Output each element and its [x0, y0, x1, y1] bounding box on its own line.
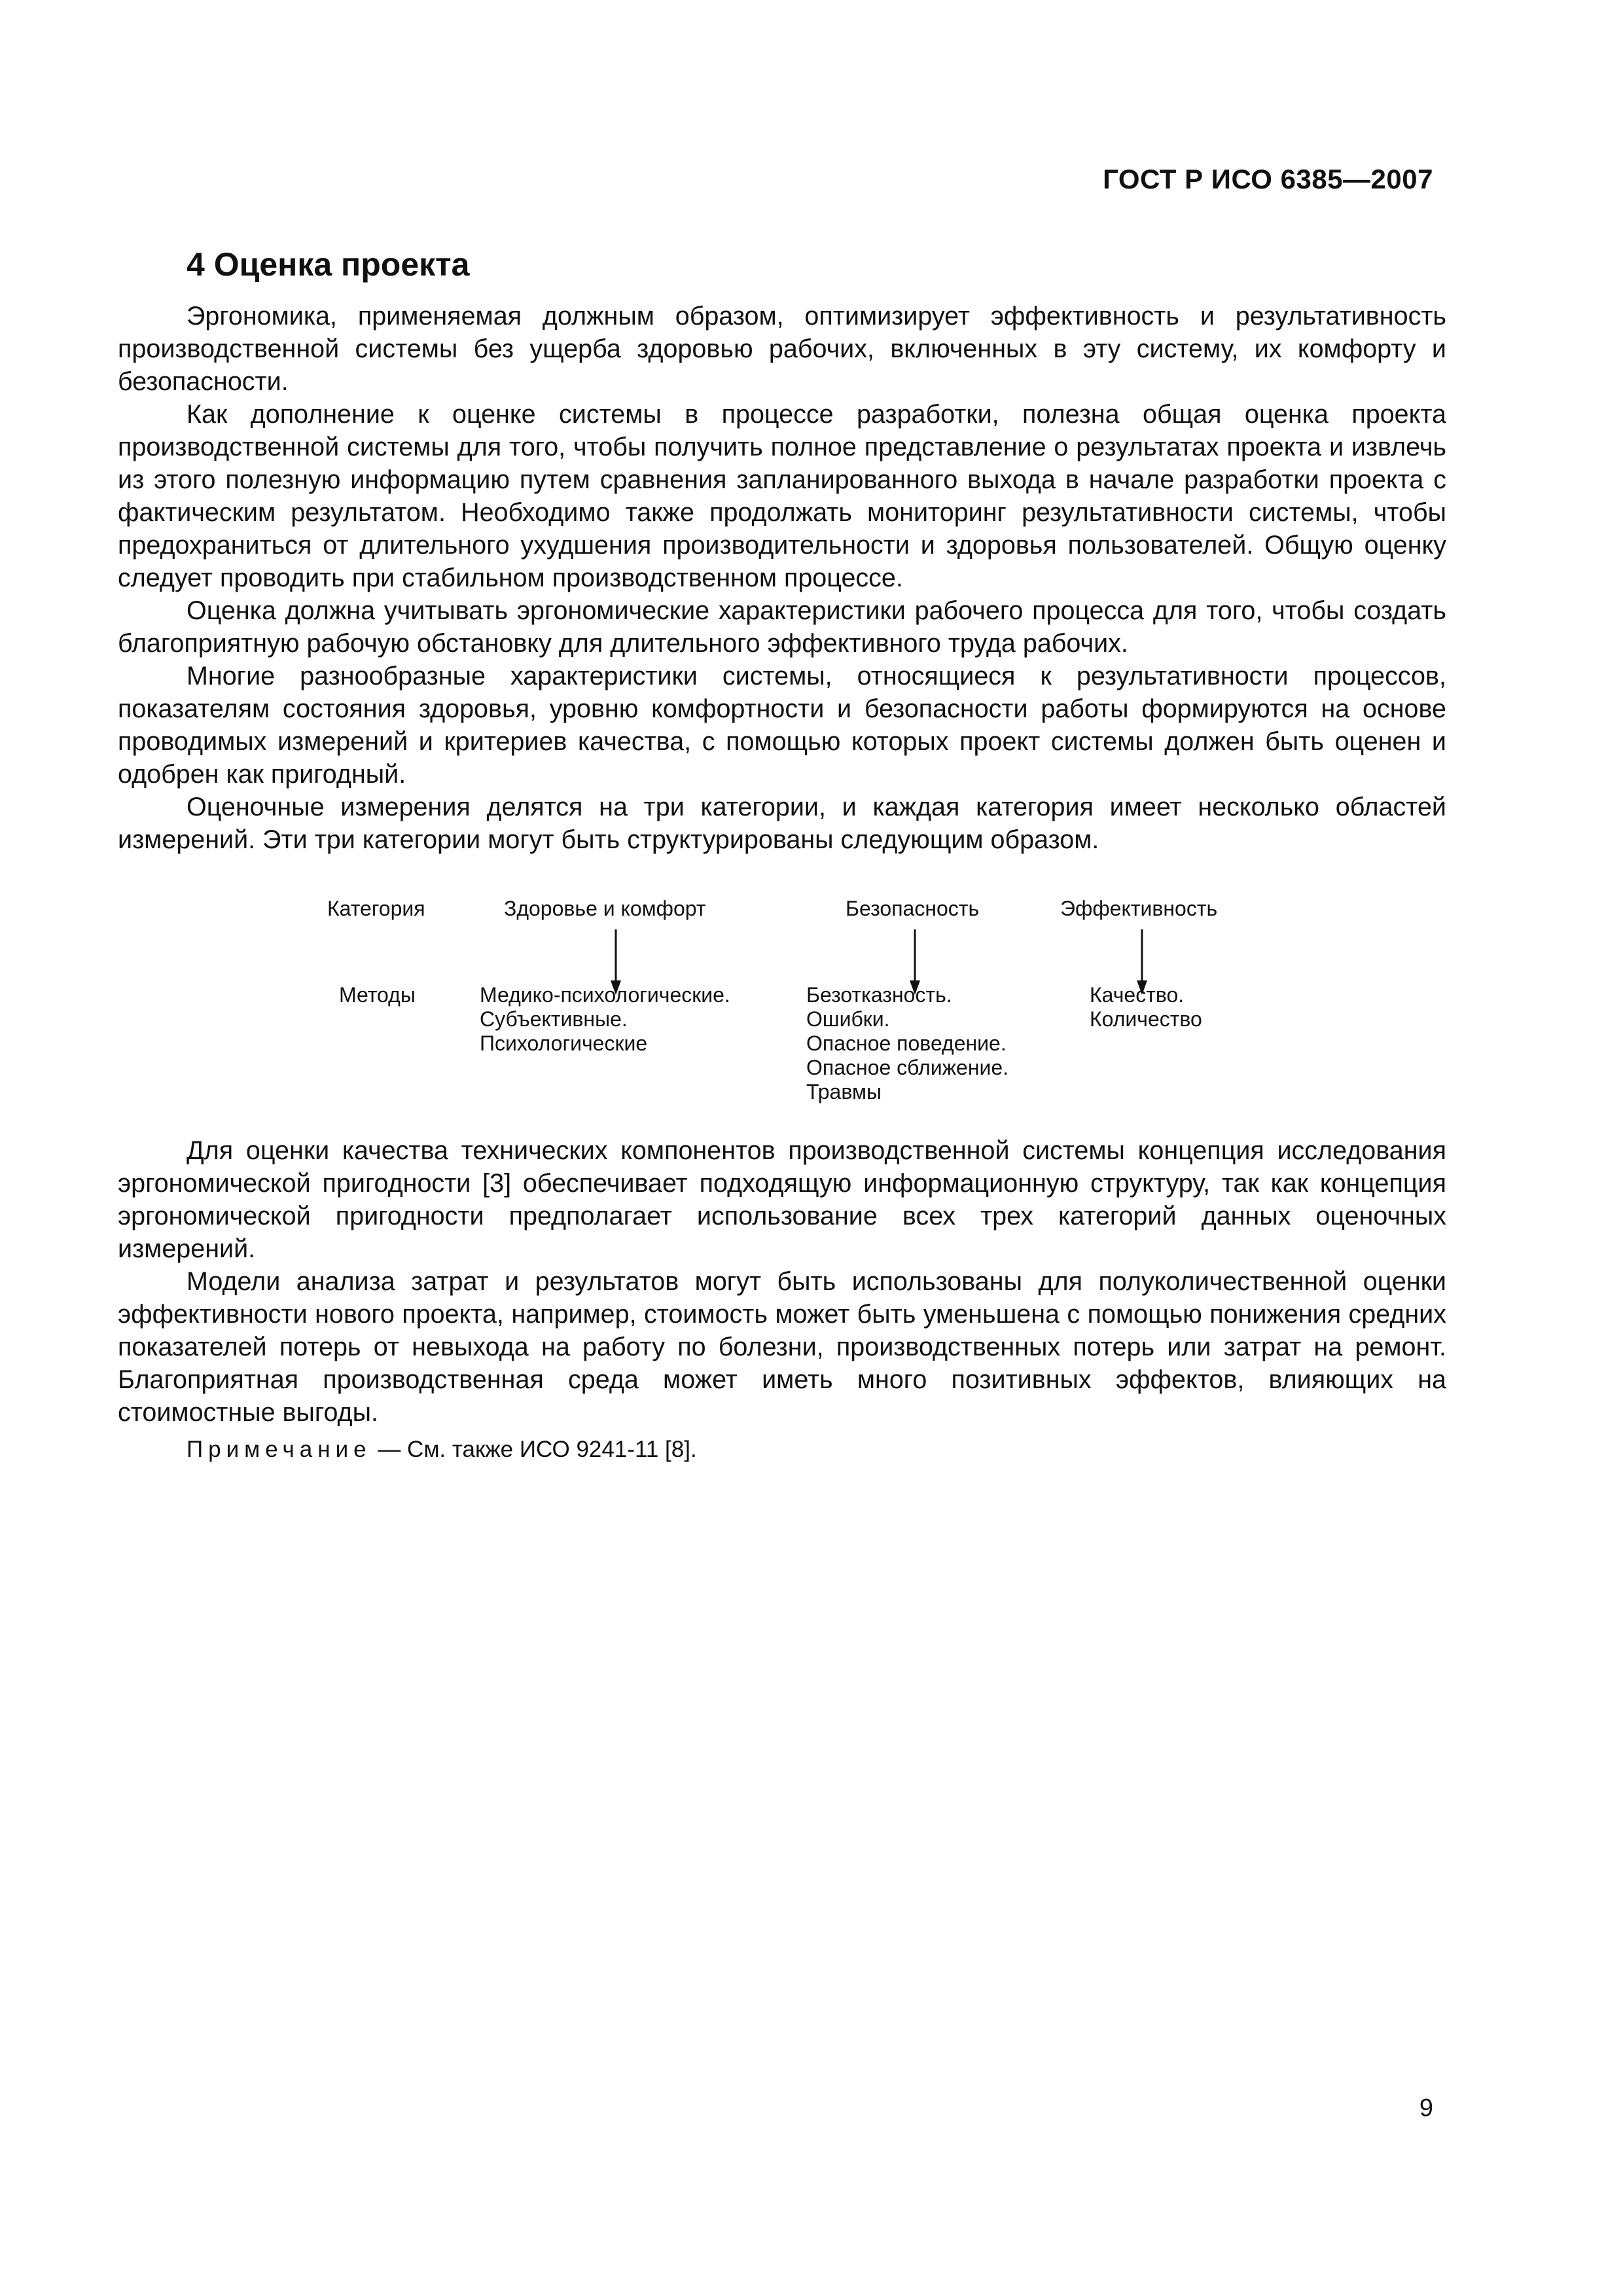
- body-text-after-diagram: [118, 1134, 1446, 1429]
- paragraph: Эргономика, применяемая должным образом, оптимизирует эффективность и результативность производственной системы без ущерба здоровью рабочих, включенных в эту систему, их комфорту и безопасности.: [118, 302, 1446, 396]
- methods-safety: [806, 983, 1008, 1104]
- paragraph: Оценка должна учитывать эргономические характеристики рабочего процесса для того, чтобы создать благоприятную рабочую обстановку для длительного эффективного труда рабочих.: [118, 596, 1446, 658]
- method-item: Опасное сближение.: [806, 1056, 1009, 1079]
- method-item: Опасное поведение.: [806, 1031, 1007, 1055]
- method-item: Медико-психологические.: [480, 983, 730, 1007]
- method-item: Психологические: [480, 1031, 648, 1055]
- methods-efficiency: [1090, 983, 1202, 1031]
- note-label: Примечание: [187, 1437, 372, 1462]
- row-label-methods: Методы: [339, 983, 416, 1007]
- method-item: Количество: [1090, 1007, 1202, 1031]
- paragraph: Многие разнообразные характеристики системы, относящиеся к результативности процессов, показателям состояния здоровья, уровню комфортности и безопасности работы формируются на основе проводимых измерений и критериев качества, с помощью которых проект системы должен быть оценен и одобрен как пригодный.: [118, 662, 1446, 789]
- page-number: 9: [1419, 2094, 1433, 2122]
- note: [187, 1437, 697, 1463]
- section-title: 4 Оценка проекта: [187, 246, 470, 283]
- method-item: Качество.: [1090, 983, 1185, 1007]
- body-text-before-diagram: [118, 300, 1446, 856]
- paragraph: Как дополнение к оценке системы в процессе разработки, полезна общая оценка проекта производственной системы для того, чтобы получить полное представление о результатах проекта и извлечь из этого полезную информацию путем сравнения запланированного выхода в начале разработки проекта с фактическим результатом. Необходимо также продолжать мониторинг результативности системы, чтобы предохраниться от длительного ухудшения производительности и здоровья пользователей. Общую оценку следует проводить при стабильном производственном процессе.: [118, 400, 1446, 592]
- paragraph: Для оценки качества технических компонентов производственной системы концепция исследования эргономической пригодности [3] обеспечивает подходящую информационную структуру, так как концепция эргономической пригодности предполагает использование всех трех категорий данных оценочных измерений.: [118, 1136, 1446, 1263]
- category-health-comfort: Здоровье и комфорт: [504, 897, 706, 920]
- method-item: Субъективные.: [480, 1007, 628, 1031]
- category-efficiency: Эффективность: [1060, 897, 1218, 920]
- method-item: Безотказность.: [806, 983, 952, 1007]
- note-text: — См. также ИСО 9241-11 [8].: [378, 1437, 697, 1462]
- paragraph: Модели анализа затрат и результатов могут быть использованы для полуколичественной оценки эффективности нового проекта, например, стоимость может быть уменьшена с помощью понижения средних показателей потерь от невыхода на работу по болезни, производственных потерь или затрат на ремонт. Благоприятная производственная среда может иметь много позитивных эффектов, влияющих на стоимостные выгоды.: [118, 1267, 1446, 1427]
- evaluation-categories-diagram: [118, 897, 1446, 1113]
- method-item: Ошибки.: [806, 1007, 890, 1031]
- row-label-category: Категория: [327, 897, 425, 920]
- methods-health-comfort: [480, 983, 730, 1056]
- category-safety: Безопасность: [846, 897, 980, 920]
- paragraph: Оценочные измерения делятся на три категории, и каждая категория имеет несколько областей измерений. Эти три категории могут быть структурированы следующим образом.: [118, 793, 1446, 854]
- method-item: Травмы: [806, 1080, 882, 1103]
- document-header: ГОСТ Р ИСО 6385—2007: [1103, 164, 1433, 194]
